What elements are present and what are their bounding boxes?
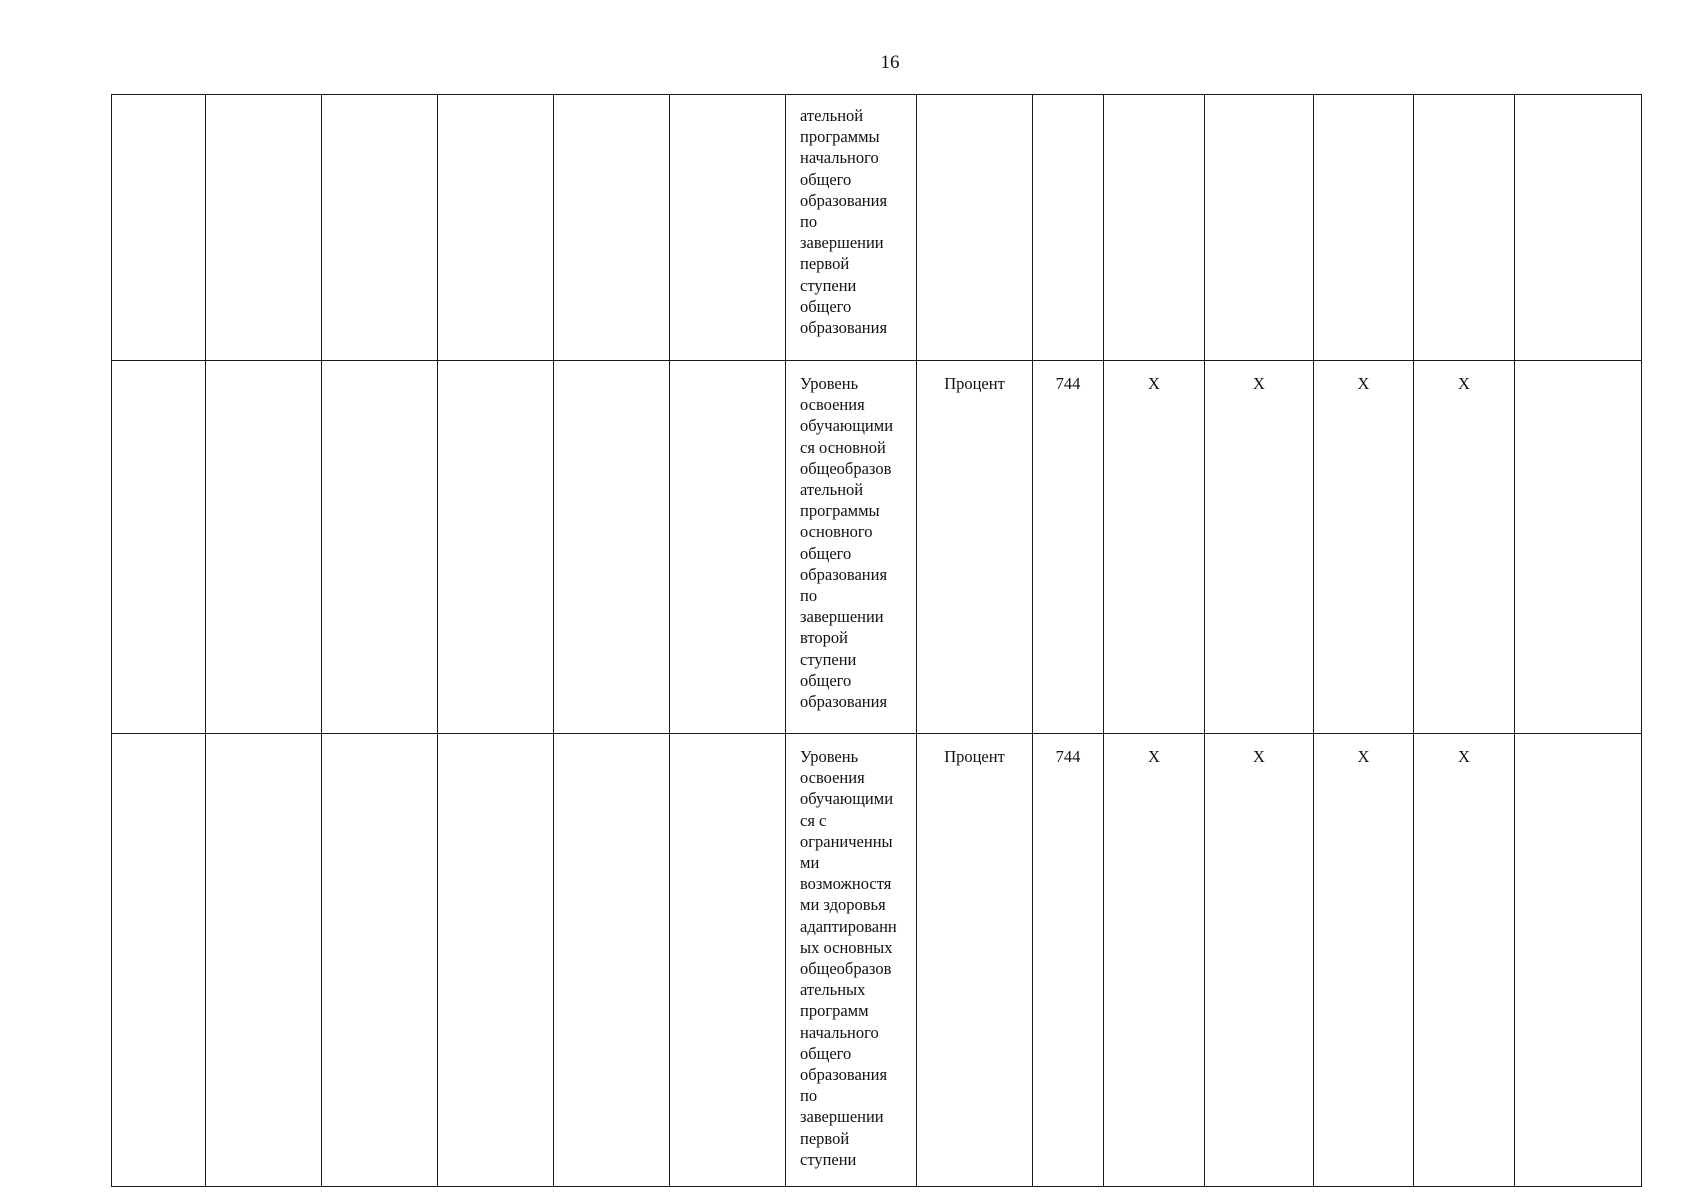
table-row xyxy=(112,734,1642,1187)
indicators-table xyxy=(111,94,1642,1187)
okei-code-cell: 744 xyxy=(1033,734,1104,1187)
empty-cell xyxy=(554,361,670,734)
empty-cell xyxy=(670,95,786,361)
indicator-name-cell: Уровень освоения обучающими ся основной общеобразов ательной программы основного общего образования по завершении второй ступени общего образования xyxy=(786,361,917,734)
okei-code-cell xyxy=(1033,95,1104,361)
empty-cell xyxy=(206,361,322,734)
unit-cell xyxy=(917,95,1033,361)
value-cell: X xyxy=(1104,361,1205,734)
empty-cell xyxy=(670,734,786,1187)
empty-cell xyxy=(670,361,786,734)
empty-cell xyxy=(1515,361,1642,734)
empty-cell xyxy=(322,95,438,361)
value-cell: X xyxy=(1414,361,1515,734)
empty-cell xyxy=(112,361,206,734)
empty-cell xyxy=(554,95,670,361)
empty-cell xyxy=(438,734,554,1187)
indicator-name-cell: ательной программы начального общего образования по завершении первой ступени общего образования xyxy=(786,95,917,361)
empty-cell xyxy=(554,734,670,1187)
value-cell xyxy=(1104,95,1205,361)
empty-cell xyxy=(1515,734,1642,1187)
indicator-name-cell: Уровень освоения обучающими ся с ограниченны ми возможностя ми здоровья адаптированн ых основных общеобразов ательных программ начального общего образования по завершении первой ступени xyxy=(786,734,917,1187)
value-cell xyxy=(1414,95,1515,361)
value-cell: X xyxy=(1205,361,1314,734)
unit-cell: Процент xyxy=(917,734,1033,1187)
value-cell: X xyxy=(1205,734,1314,1187)
empty-cell xyxy=(438,95,554,361)
value-cell: X xyxy=(1414,734,1515,1187)
value-cell: X xyxy=(1314,361,1414,734)
page-number: 16 xyxy=(880,52,900,73)
empty-cell xyxy=(1515,95,1642,361)
empty-cell xyxy=(322,734,438,1187)
value-cell xyxy=(1205,95,1314,361)
unit-cell: Процент xyxy=(917,361,1033,734)
empty-cell xyxy=(206,734,322,1187)
table-row xyxy=(112,361,1642,734)
empty-cell xyxy=(112,734,206,1187)
value-cell xyxy=(1314,95,1414,361)
value-cell: X xyxy=(1104,734,1205,1187)
empty-cell xyxy=(322,361,438,734)
empty-cell xyxy=(206,95,322,361)
empty-cell xyxy=(438,361,554,734)
table-row xyxy=(112,95,1642,361)
okei-code-cell: 744 xyxy=(1033,361,1104,734)
value-cell: X xyxy=(1314,734,1414,1187)
empty-cell xyxy=(112,95,206,361)
